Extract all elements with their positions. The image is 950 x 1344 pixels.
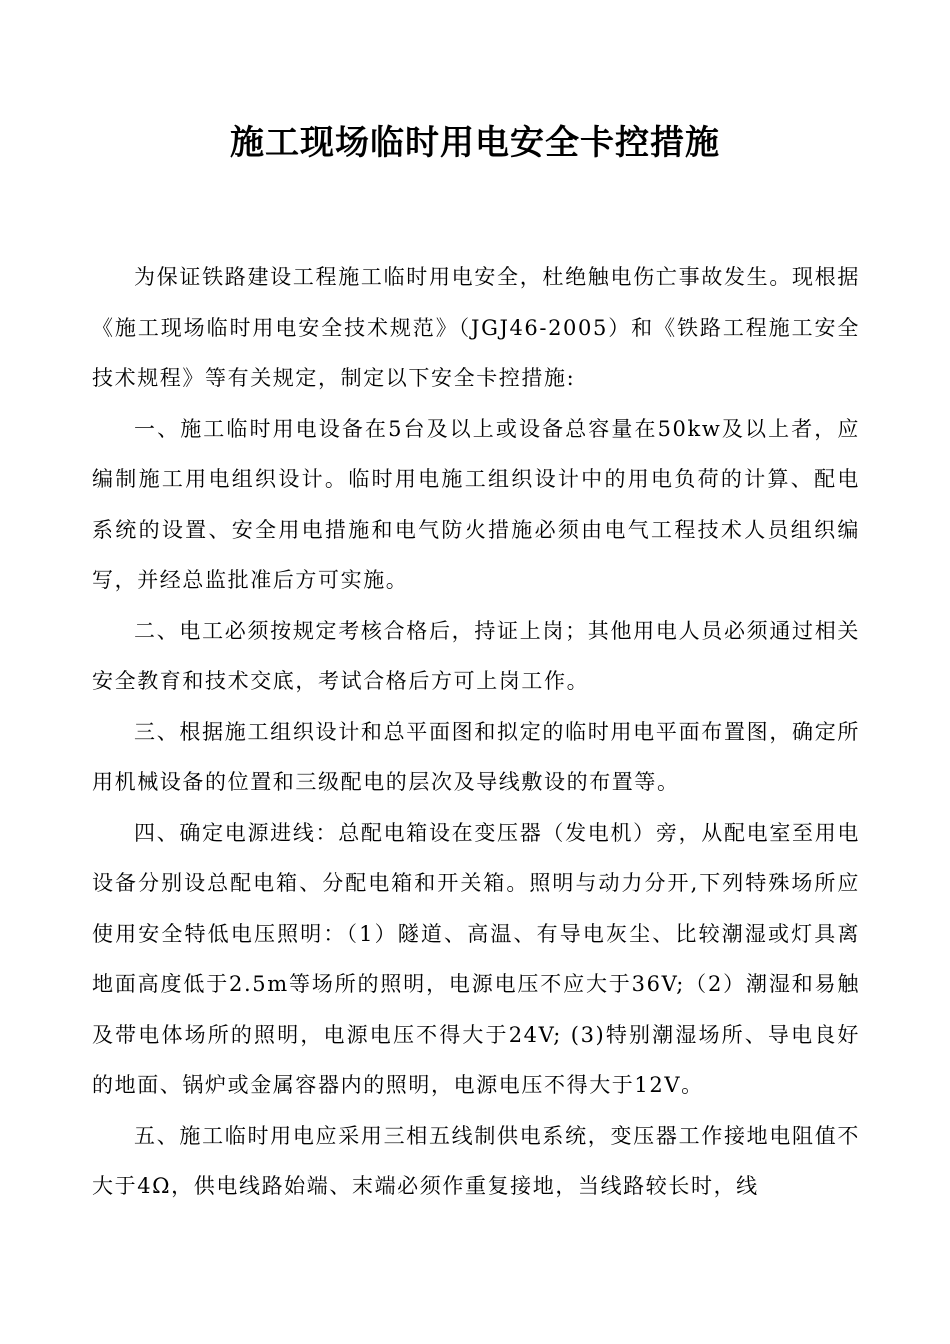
paragraph-item-2: 二、电工必须按规定考核合格后，持证上岗；其他用电人员必须通过相关安全教育和技术交底，考试合格后方可上岗工作。 — [92, 618, 860, 693]
paragraph-item-3: 三、根据施工组织设计和总平面图和拟定的临时用电平面布置图，确定所用机械设备的位置和三级配电的层次及导线敷设的布置等。 — [92, 719, 860, 794]
paragraph-item-4: 四、确定电源进线：总配电箱设在变压器（发电机）旁，从配电室至用电设备分别设总配电箱、分配电箱和开关箱。照明与动力分开,下列特殊场所应使用安全特低电压照明：（1）隧道、高温、有导电灰尘、比较潮湿或灯具离地面高度低于2.5m等场所的照明，电源电压不应大于36V;（2）潮湿和易触及带电体场所的照明，电源电压不得大于24V; (3)特别潮湿场所、导电良好的地面、锅炉或金属容器内的照明，电源电压不得大于12V。 — [92, 820, 860, 1097]
document-title: 施工现场临时用电安全卡控措施 — [230, 123, 720, 163]
paragraph-item-1: 一、施工临时用电设备在5台及以上或设备总容量在50kw及以上者，应编制施工用电组织设计。临时用电施工组织设计中的用电负荷的计算、配电系统的设置、安全用电措施和电气防火措施必须由电气工程技术人员组织编写，并经总监批准后方可实施。 — [92, 416, 860, 592]
paragraph-item-5: 五、施工临时用电应采用三相五线制供电系统，变压器工作接地电阻值不大于4Ω，供电线路始端、末端必须作重复接地，当线路较长时，线 — [92, 1123, 860, 1198]
paragraph-intro: 为保证铁路建设工程施工临时用电安全，杜绝触电伤亡事故发生。现根据《施工现场临时用电安全技术规范》（JGJ46-2005）和《铁路工程施工安全技术规程》等有关规定，制定以下安全卡控措施: — [92, 265, 860, 390]
document-body — [92, 252, 860, 1212]
